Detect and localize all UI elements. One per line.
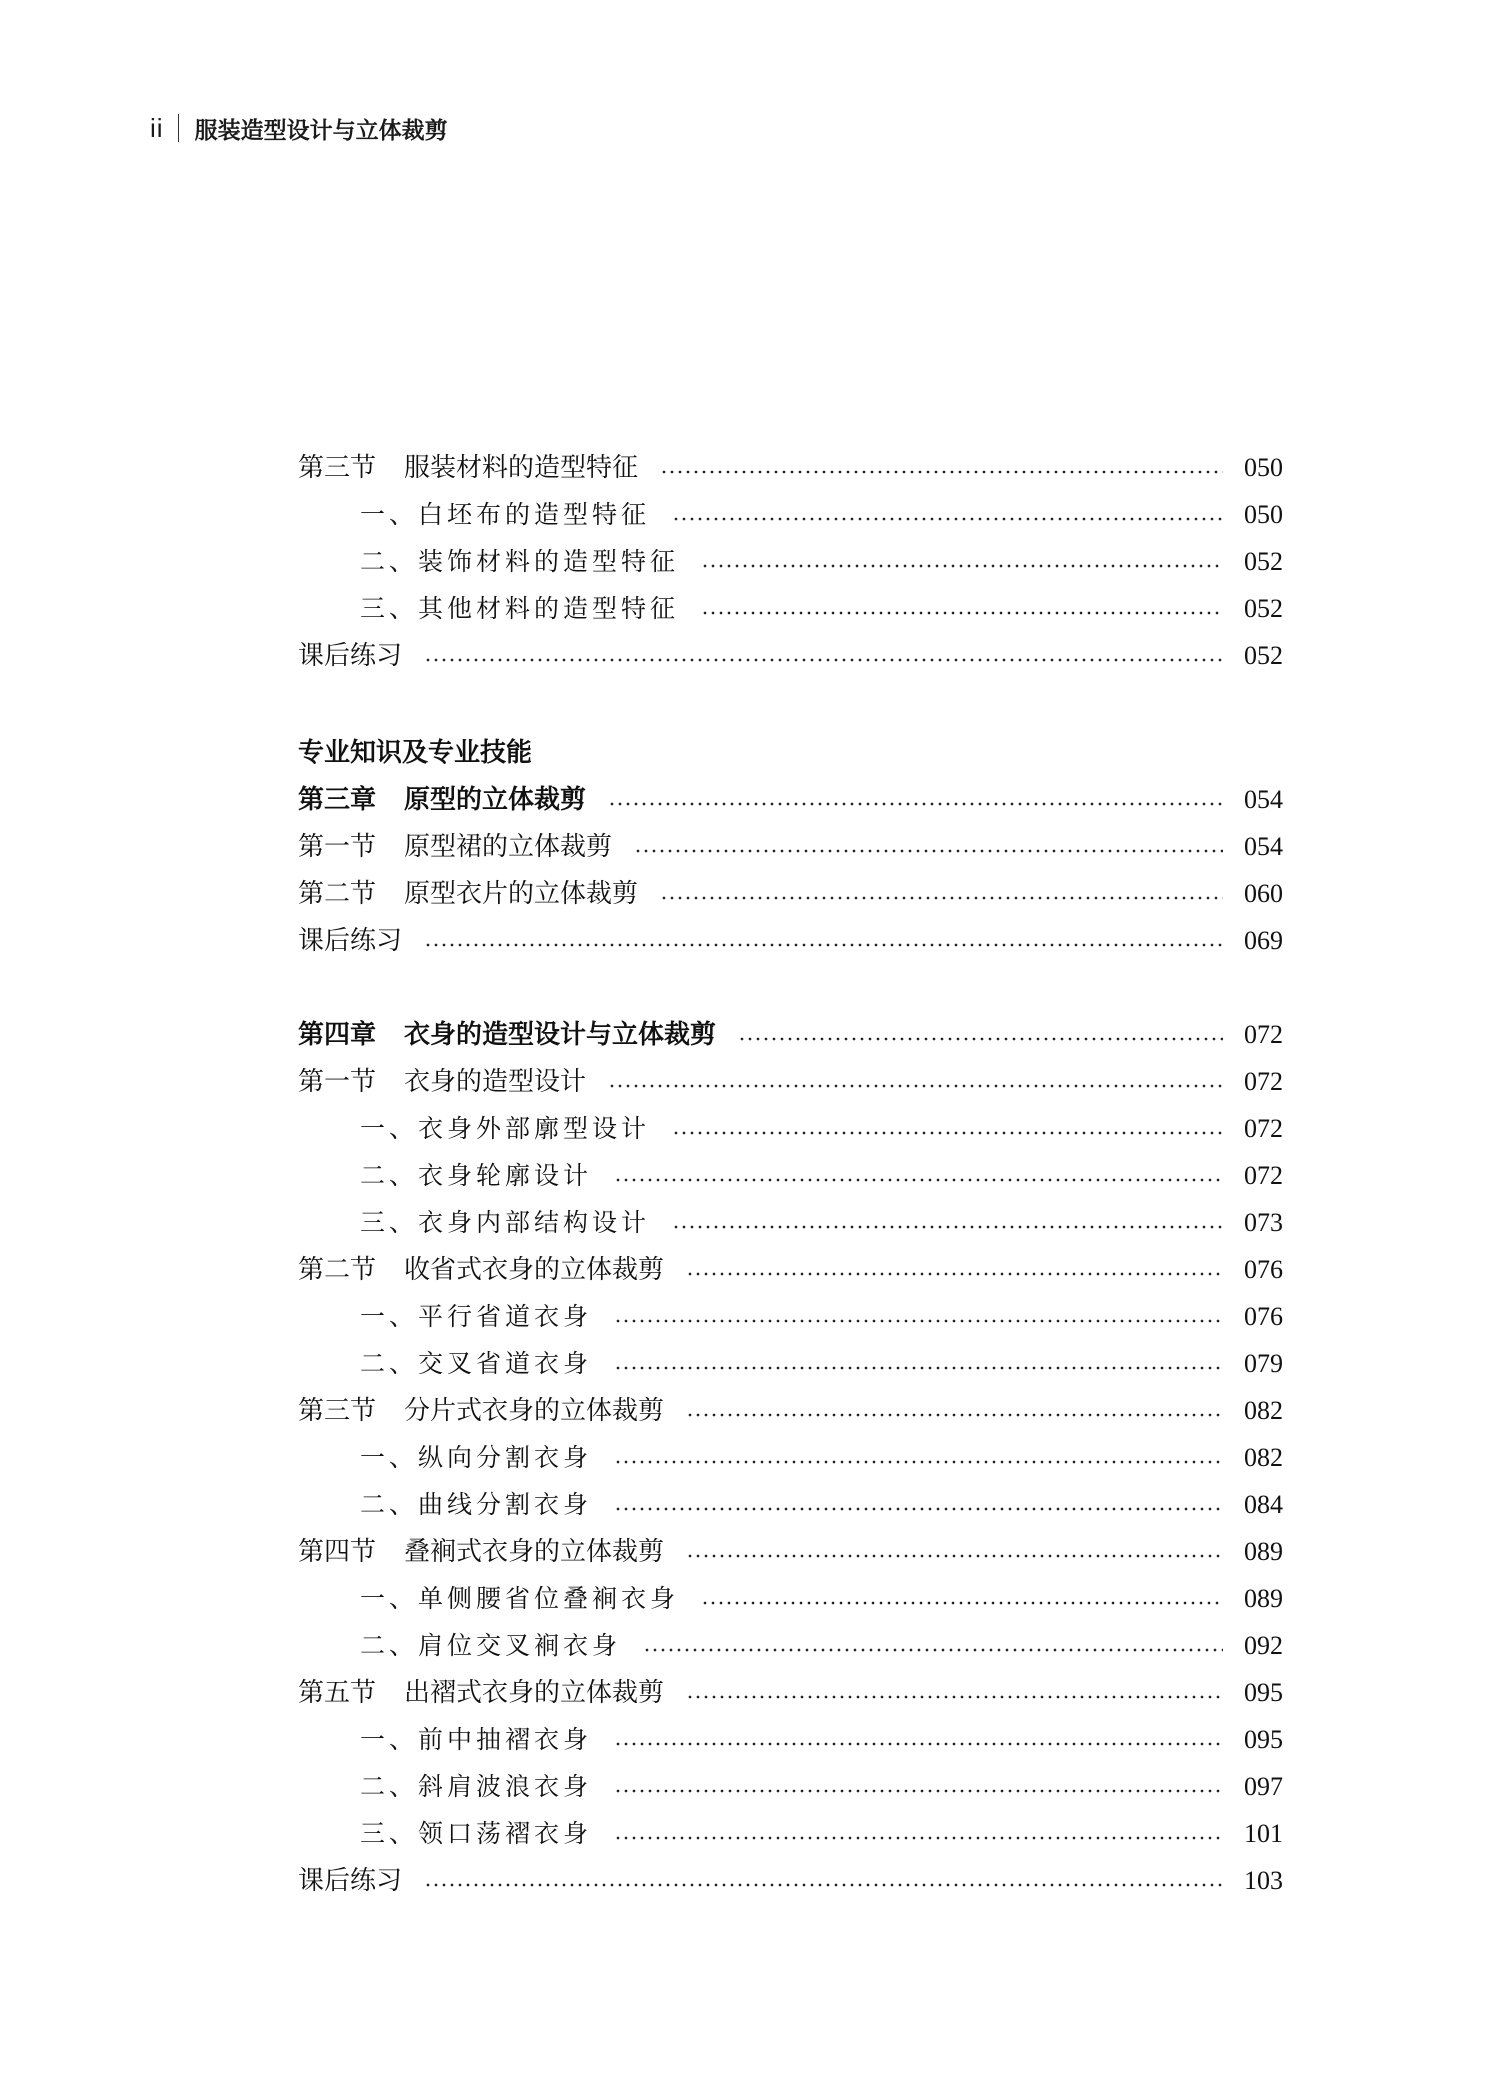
toc-entry-title: 叠裥式衣身的立体裁剪 — [404, 1537, 665, 1567]
toc-entry-title: 服装材料的造型特征 — [404, 453, 639, 483]
dot-leader — [686, 1554, 1223, 1558]
toc-entry[interactable] — [360, 541, 1283, 583]
toc-entry-label: 第四章 — [298, 1020, 377, 1050]
toc-entry[interactable] — [360, 1155, 1283, 1197]
running-head — [150, 108, 448, 148]
toc-entry-label: 第一节 — [298, 1067, 377, 1097]
dot-leader — [686, 1272, 1223, 1276]
book-title: 服装造型设计与立体裁剪 — [194, 117, 448, 144]
toc-entry-page-number: 072 — [1244, 1020, 1283, 1049]
dot-leader — [672, 1131, 1223, 1135]
toc-entry-title: 一、衣身外部廓型设计 — [360, 1114, 651, 1143]
toc-entry-title: 二、肩位交叉裥衣身 — [360, 1631, 622, 1660]
toc-entry-label: 第三节 — [298, 453, 377, 483]
dot-leader — [614, 1836, 1223, 1840]
toc-entry-page-number: 103 — [1244, 1866, 1283, 1895]
toc-entry-page-number: 089 — [1244, 1584, 1283, 1613]
toc-entry-page-number: 095 — [1244, 1678, 1283, 1707]
toc-entry[interactable] — [360, 494, 1283, 536]
toc-entry-title: 二、装饰材料的造型特征 — [360, 547, 680, 576]
dot-leader — [614, 1178, 1223, 1182]
dot-leader — [614, 1742, 1223, 1746]
toc-entry-label: 第三章 — [298, 785, 377, 815]
dot-leader — [424, 943, 1223, 947]
toc-entry[interactable] — [360, 1766, 1283, 1808]
toc-entry-page-number: 052 — [1244, 594, 1283, 623]
part-heading: 专业知识及专业技能 — [298, 738, 533, 768]
toc-entry[interactable] — [360, 1437, 1283, 1479]
toc-entry[interactable] — [298, 1672, 1283, 1714]
dot-leader — [614, 1366, 1223, 1370]
toc-entry-title: 原型裙的立体裁剪 — [404, 832, 613, 862]
dot-leader — [686, 1695, 1223, 1699]
toc-entry[interactable] — [298, 1860, 1283, 1902]
dot-leader — [701, 1601, 1223, 1605]
dot-leader — [614, 1319, 1223, 1323]
toc-entry-label: 第三节 — [298, 1396, 377, 1426]
toc-entry-page-number: 076 — [1244, 1302, 1283, 1331]
toc-entry-label: 第二节 — [298, 879, 377, 909]
toc-entry[interactable] — [360, 1484, 1283, 1526]
toc-entry-page-number: 060 — [1244, 879, 1283, 908]
toc-entry[interactable] — [298, 1390, 1283, 1432]
toc-entry-label: 第二节 — [298, 1255, 377, 1285]
dot-leader — [614, 1507, 1223, 1511]
toc-entry-title: 一、单侧腰省位叠裥衣身 — [360, 1584, 680, 1613]
toc-entry-title: 三、领口荡褶衣身 — [360, 1819, 593, 1848]
dot-leader — [424, 658, 1223, 662]
toc-entry-page-number: 082 — [1244, 1443, 1283, 1472]
toc-entry-label: 课后练习 — [298, 641, 403, 671]
toc-entry-title: 二、曲线分割衣身 — [360, 1490, 593, 1519]
toc-entry-title: 一、白坯布的造型特征 — [360, 500, 651, 529]
dot-leader — [634, 849, 1223, 853]
toc-entry[interactable] — [298, 1014, 1283, 1056]
toc-entry-page-number: 082 — [1244, 1396, 1283, 1425]
toc-entry[interactable] — [298, 635, 1283, 677]
toc-entry-page-number: 079 — [1244, 1349, 1283, 1378]
toc-entry-title: 出褶式衣身的立体裁剪 — [404, 1678, 665, 1708]
dot-leader — [643, 1648, 1223, 1652]
dot-leader — [608, 802, 1223, 806]
toc-entry-label: 第四节 — [298, 1537, 377, 1567]
toc-entry[interactable] — [360, 1813, 1283, 1855]
toc-entry[interactable] — [360, 1719, 1283, 1761]
toc-entry[interactable] — [360, 1202, 1283, 1244]
toc-entry-page-number: 052 — [1244, 547, 1283, 576]
toc-entry[interactable] — [298, 1061, 1283, 1103]
toc-entry-title: 二、交叉省道衣身 — [360, 1349, 593, 1378]
toc-entry-page-number: 072 — [1244, 1067, 1283, 1096]
dot-leader — [424, 1883, 1223, 1887]
toc-entry[interactable] — [298, 1249, 1283, 1291]
toc-entry-page-number: 089 — [1244, 1537, 1283, 1566]
toc-entry[interactable] — [298, 920, 1283, 962]
toc-entry[interactable] — [360, 1296, 1283, 1338]
toc-entry[interactable] — [360, 1108, 1283, 1150]
toc-entry-label: 第一节 — [298, 832, 377, 862]
header-divider — [178, 114, 179, 142]
dot-leader — [614, 1460, 1223, 1464]
toc-entry-page-number: 076 — [1244, 1255, 1283, 1284]
toc-entry-title: 一、纵向分割衣身 — [360, 1443, 593, 1472]
dot-leader — [660, 470, 1223, 474]
toc-entry-page-number: 095 — [1244, 1725, 1283, 1754]
toc-entry-page-number: 072 — [1244, 1161, 1283, 1190]
toc-entry-page-number: 097 — [1244, 1772, 1283, 1801]
toc-entry-label: 第五节 — [298, 1678, 377, 1708]
toc-entry[interactable] — [298, 1531, 1283, 1573]
toc-entry-page-number: 084 — [1244, 1490, 1283, 1519]
toc-entry[interactable] — [360, 1625, 1283, 1667]
dot-leader — [701, 611, 1223, 615]
toc-entry-page-number: 052 — [1244, 641, 1283, 670]
dot-leader — [672, 1225, 1223, 1229]
toc-entry[interactable] — [360, 1343, 1283, 1385]
toc-entry-page-number: 069 — [1244, 926, 1283, 955]
page-folio: ii — [150, 112, 164, 143]
toc-entry-title: 三、其他材料的造型特征 — [360, 594, 680, 623]
toc-entry[interactable] — [298, 873, 1283, 915]
toc-entry-title: 二、衣身轮廓设计 — [360, 1161, 593, 1190]
toc-entry-label: 课后练习 — [298, 926, 403, 956]
toc-entry-page-number: 073 — [1244, 1208, 1283, 1237]
toc-entry[interactable] — [360, 588, 1283, 630]
toc-entry-page-number: 072 — [1244, 1114, 1283, 1143]
toc-entry-label: 课后练习 — [298, 1866, 403, 1896]
toc-entry-title: 三、衣身内部结构设计 — [360, 1208, 651, 1237]
toc-entry-title: 一、前中抽褶衣身 — [360, 1725, 593, 1754]
dot-leader — [672, 517, 1223, 521]
toc-entry-title: 衣身的造型设计与立体裁剪 — [404, 1020, 717, 1050]
toc-entry-page-number: 092 — [1244, 1631, 1283, 1660]
dot-leader — [660, 896, 1223, 900]
toc-entry[interactable] — [298, 826, 1283, 868]
toc-entry-page-number: 054 — [1244, 785, 1283, 814]
toc-entry-title: 一、平行省道衣身 — [360, 1302, 593, 1331]
toc-entry[interactable] — [298, 447, 1283, 489]
toc-entry-title: 分片式衣身的立体裁剪 — [404, 1396, 665, 1426]
toc-entry-title: 收省式衣身的立体裁剪 — [404, 1255, 665, 1285]
toc-entry-page-number: 050 — [1244, 500, 1283, 529]
toc-entry[interactable] — [298, 779, 1283, 821]
toc-entry-page-number: 050 — [1244, 453, 1283, 482]
toc-entry-title: 原型的立体裁剪 — [404, 785, 587, 815]
toc-entry-page-number: 054 — [1244, 832, 1283, 861]
toc-entry[interactable] — [360, 1578, 1283, 1620]
dot-leader — [686, 1413, 1223, 1417]
toc-entry-title: 原型衣片的立体裁剪 — [404, 879, 639, 909]
dot-leader — [701, 564, 1223, 568]
dot-leader — [738, 1037, 1223, 1041]
toc-entry-title: 衣身的造型设计 — [404, 1067, 587, 1097]
dot-leader — [608, 1084, 1223, 1088]
toc-entry-page-number: 101 — [1244, 1819, 1283, 1848]
dot-leader — [614, 1789, 1223, 1793]
toc-entry-title: 二、斜肩波浪衣身 — [360, 1772, 593, 1801]
